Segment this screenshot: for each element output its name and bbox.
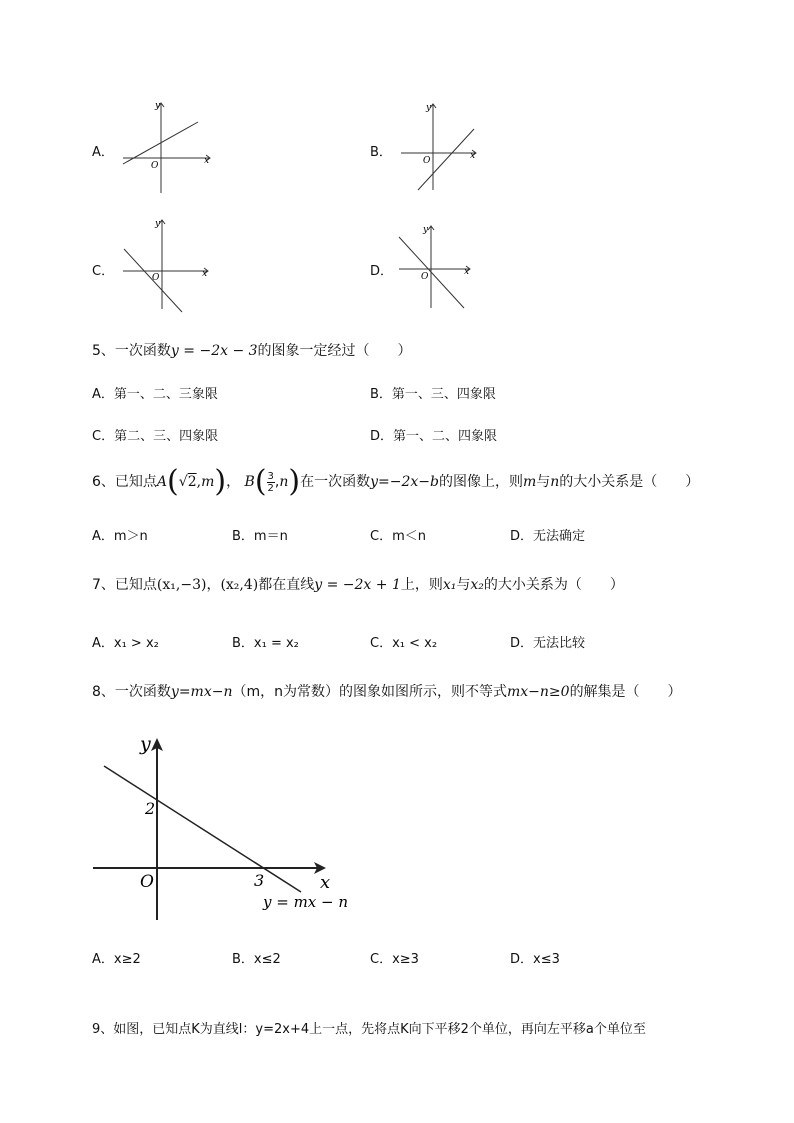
x-axis-label: x — [470, 151, 476, 161]
q8-option-c[interactable]: C．x≥3 — [370, 952, 419, 967]
q4-option-d-graph — [394, 220, 484, 314]
q6-option-c[interactable]: C．m＜n — [370, 529, 426, 544]
x-axis-label: x — [320, 872, 331, 893]
origin-label: O — [152, 273, 160, 283]
q6-option-a[interactable]: A．m＞n — [92, 529, 148, 544]
fraction-three-halves: $\frac{3}{2}$ — [267, 470, 274, 494]
x-axis-label: x — [464, 267, 470, 277]
question-8: 8、一次函数y=mx−n（m，n为常数）的图象如图所示，则不等式mx−n≥0的解集是（ ） — [92, 684, 682, 700]
q4-option-d-label: D． — [370, 264, 394, 279]
q4-option-b-label: B． — [370, 145, 392, 160]
q8-graph — [88, 728, 348, 928]
y-axis-label: y — [155, 101, 161, 111]
y-axis-label: y — [140, 733, 151, 755]
q8-formula: y=mx−n — [170, 684, 233, 700]
line-label: y = mx − n — [263, 893, 348, 911]
origin-label: O — [151, 161, 159, 171]
q5-option-b[interactable]: B．第一、三、四象限 — [370, 387, 496, 402]
q4-option-a-graph — [118, 98, 218, 196]
y-axis-label: y — [426, 103, 432, 113]
q5-option-c[interactable]: C．第二、三、四象限 — [92, 429, 219, 444]
q7-point-2: (x₂,4) — [220, 577, 259, 593]
y-axis-label: y — [423, 225, 429, 235]
q7-point-1: (x₁,−3) — [156, 577, 207, 593]
x-axis-label: x — [204, 156, 210, 166]
q4-option-c-graph — [118, 214, 218, 314]
origin-label: O — [423, 156, 431, 166]
x-axis-label: x — [202, 269, 208, 279]
q4-option-a-label: A． — [92, 145, 114, 160]
q6-option-d[interactable]: D．无法确定 — [510, 529, 586, 544]
q5-option-d[interactable]: D．第一、二、四象限 — [370, 429, 498, 444]
q4-option-c-label: C． — [92, 264, 115, 279]
question-5: 5、一次函数y = −2x − 3的图象一定经过（ ） — [92, 343, 412, 359]
origin-label: O — [140, 872, 154, 892]
y-intercept-label: 2 — [145, 799, 156, 818]
q6-option-b[interactable]: B．m＝n — [232, 529, 288, 544]
q8-option-b[interactable]: B．x≤2 — [232, 952, 281, 967]
q6-formula: y=−2x−b — [370, 474, 439, 490]
q7-option-c[interactable]: C．x₁ < x₂ — [370, 636, 438, 651]
q7-option-a[interactable]: A．x₁ > x₂ — [92, 636, 159, 651]
question-7: 7、已知点(x₁,−3)，(x₂,4)都在直线y = −2x + 1上，则x₁与x₂的大小关系为（ ） — [92, 577, 624, 593]
q7-formula: y = −2x + 1 — [314, 577, 401, 593]
sqrt-argument: 2 — [187, 474, 197, 490]
q8-option-a[interactable]: A．x≥2 — [92, 952, 141, 967]
x-intercept-label: 3 — [254, 871, 265, 890]
q8-inequality: mx−n≥0 — [507, 684, 570, 700]
origin-label: O — [421, 272, 429, 282]
q5-option-a[interactable]: A．第一、二、三象限 — [92, 387, 218, 402]
y-axis-label: y — [155, 219, 161, 229]
q4-option-b-graph — [396, 98, 486, 196]
q5-formula: y = −2x − 3 — [170, 343, 258, 359]
q7-option-d[interactable]: D．无法比较 — [510, 636, 586, 651]
q8-option-d[interactable]: D．x≤3 — [510, 952, 560, 967]
question-6: 6、已知点A(√2,m)， B( $\frac{3}{2}$ ,n)在一次函数y=−2x−b的图像上，则m与n的大小关系是（ ） — [92, 464, 700, 499]
q7-option-b[interactable]: B．x₁ = x₂ — [232, 636, 299, 651]
question-9: 9、如图，已知点K为直线l：y=2x+4上一点，先将点K向下平移2个单位，再向左平移a个单位至 — [92, 1022, 646, 1037]
